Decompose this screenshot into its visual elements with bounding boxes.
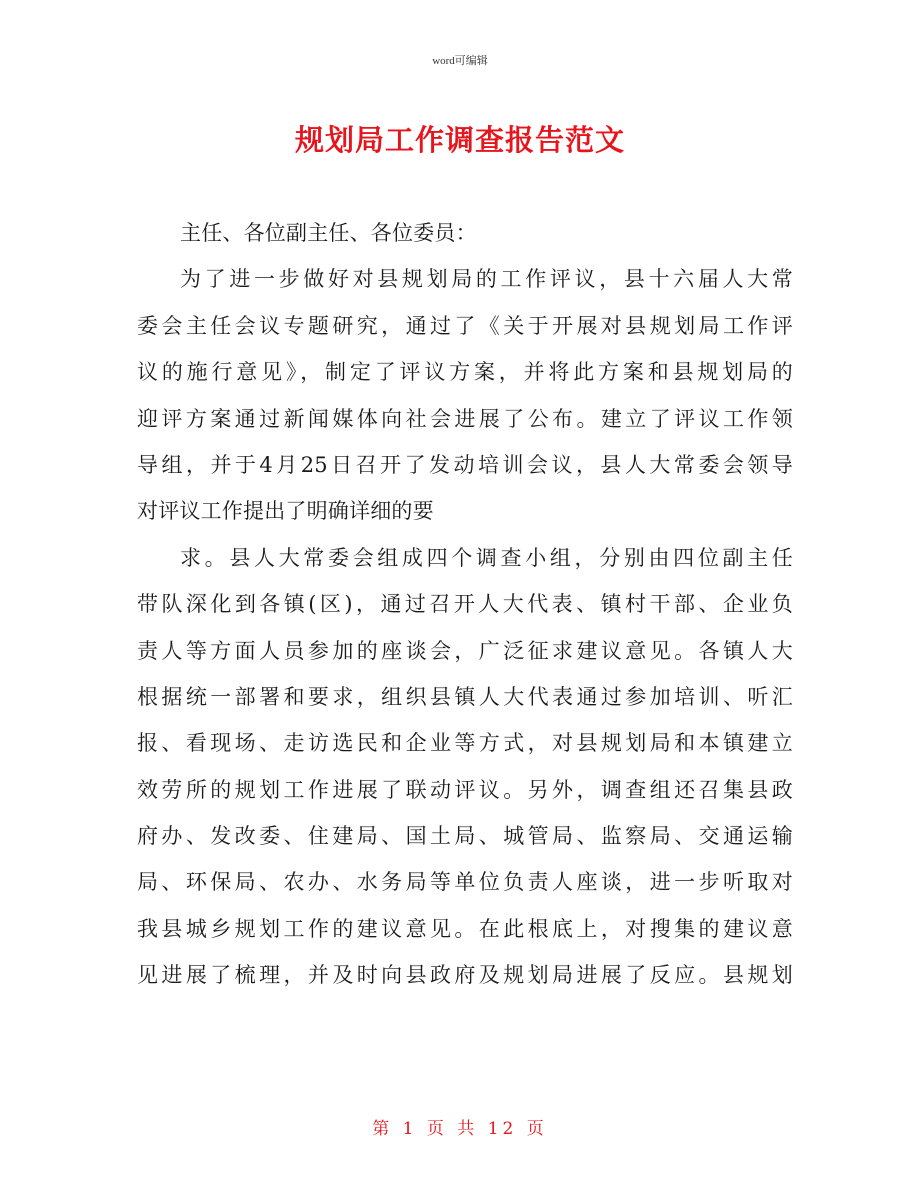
paragraph-line: 带队深化到各镇(区)，通过召开人大代表、镇村干部、企业负 bbox=[137, 592, 793, 617]
paragraph-line: 局、环保局、农办、水务局等单位负责人座谈，进一步听取对 bbox=[137, 870, 793, 895]
page-number: 第 1 页 共 12 页 bbox=[372, 1119, 548, 1139]
paragraph-line: 见进展了梳理，并及时向县政府及规划局进展了反应。县规划 bbox=[137, 963, 793, 988]
paragraph-line: 对评议工作提出了明确详细的要 bbox=[137, 499, 434, 524]
paragraph-line: 责人等方面人员参加的座谈会，广泛征求建议意见。各镇人大 bbox=[137, 638, 793, 663]
paragraph-line: 委会主任会议专题研究，通过了《关于开展对县规划局工作评 bbox=[137, 313, 793, 338]
salutation-line: 主任、各位副主任、各位委员： bbox=[180, 221, 477, 245]
document-title: 规划局工作调查报告范文 bbox=[294, 123, 625, 157]
paragraph-line: 为了进一步做好对县规划局的工作评议，县十六届人大常 bbox=[180, 267, 793, 292]
paragraph-line: 报、看现场、走访选民和企业等方式，对县规划局和本镇建立 bbox=[137, 731, 793, 756]
paragraph-line: 根据统一部署和要求，组织县镇人大代表通过参加培训、听汇 bbox=[137, 684, 793, 709]
paragraph-line: 效劳所的规划工作进展了联动评议。另外，调查组还召集县政 bbox=[137, 777, 793, 802]
paragraph-line: 我县城乡规划工作的建议意见。在此根底上，对搜集的建议意 bbox=[137, 916, 793, 941]
paragraph-line: 府办、发改委、住建局、国土局、城管局、监察局、交通运输 bbox=[137, 824, 793, 849]
document-body bbox=[137, 210, 793, 999]
header-note: word可编辑 bbox=[432, 55, 488, 67]
paragraph-line: 迎评方案通过新闻媒体向社会进展了公布。建立了评议工作领 bbox=[137, 406, 793, 431]
paragraph-line: 导组，并于4月25日召开了发动培训会议，县人大常委会领导 bbox=[137, 452, 793, 477]
paragraph-line: 求。县人大常委会组成四个调查小组，分别由四位副主任 bbox=[180, 545, 793, 570]
paragraph-line: 议的施行意见》，制定了评议方案，并将此方案和县规划局的 bbox=[137, 360, 793, 385]
